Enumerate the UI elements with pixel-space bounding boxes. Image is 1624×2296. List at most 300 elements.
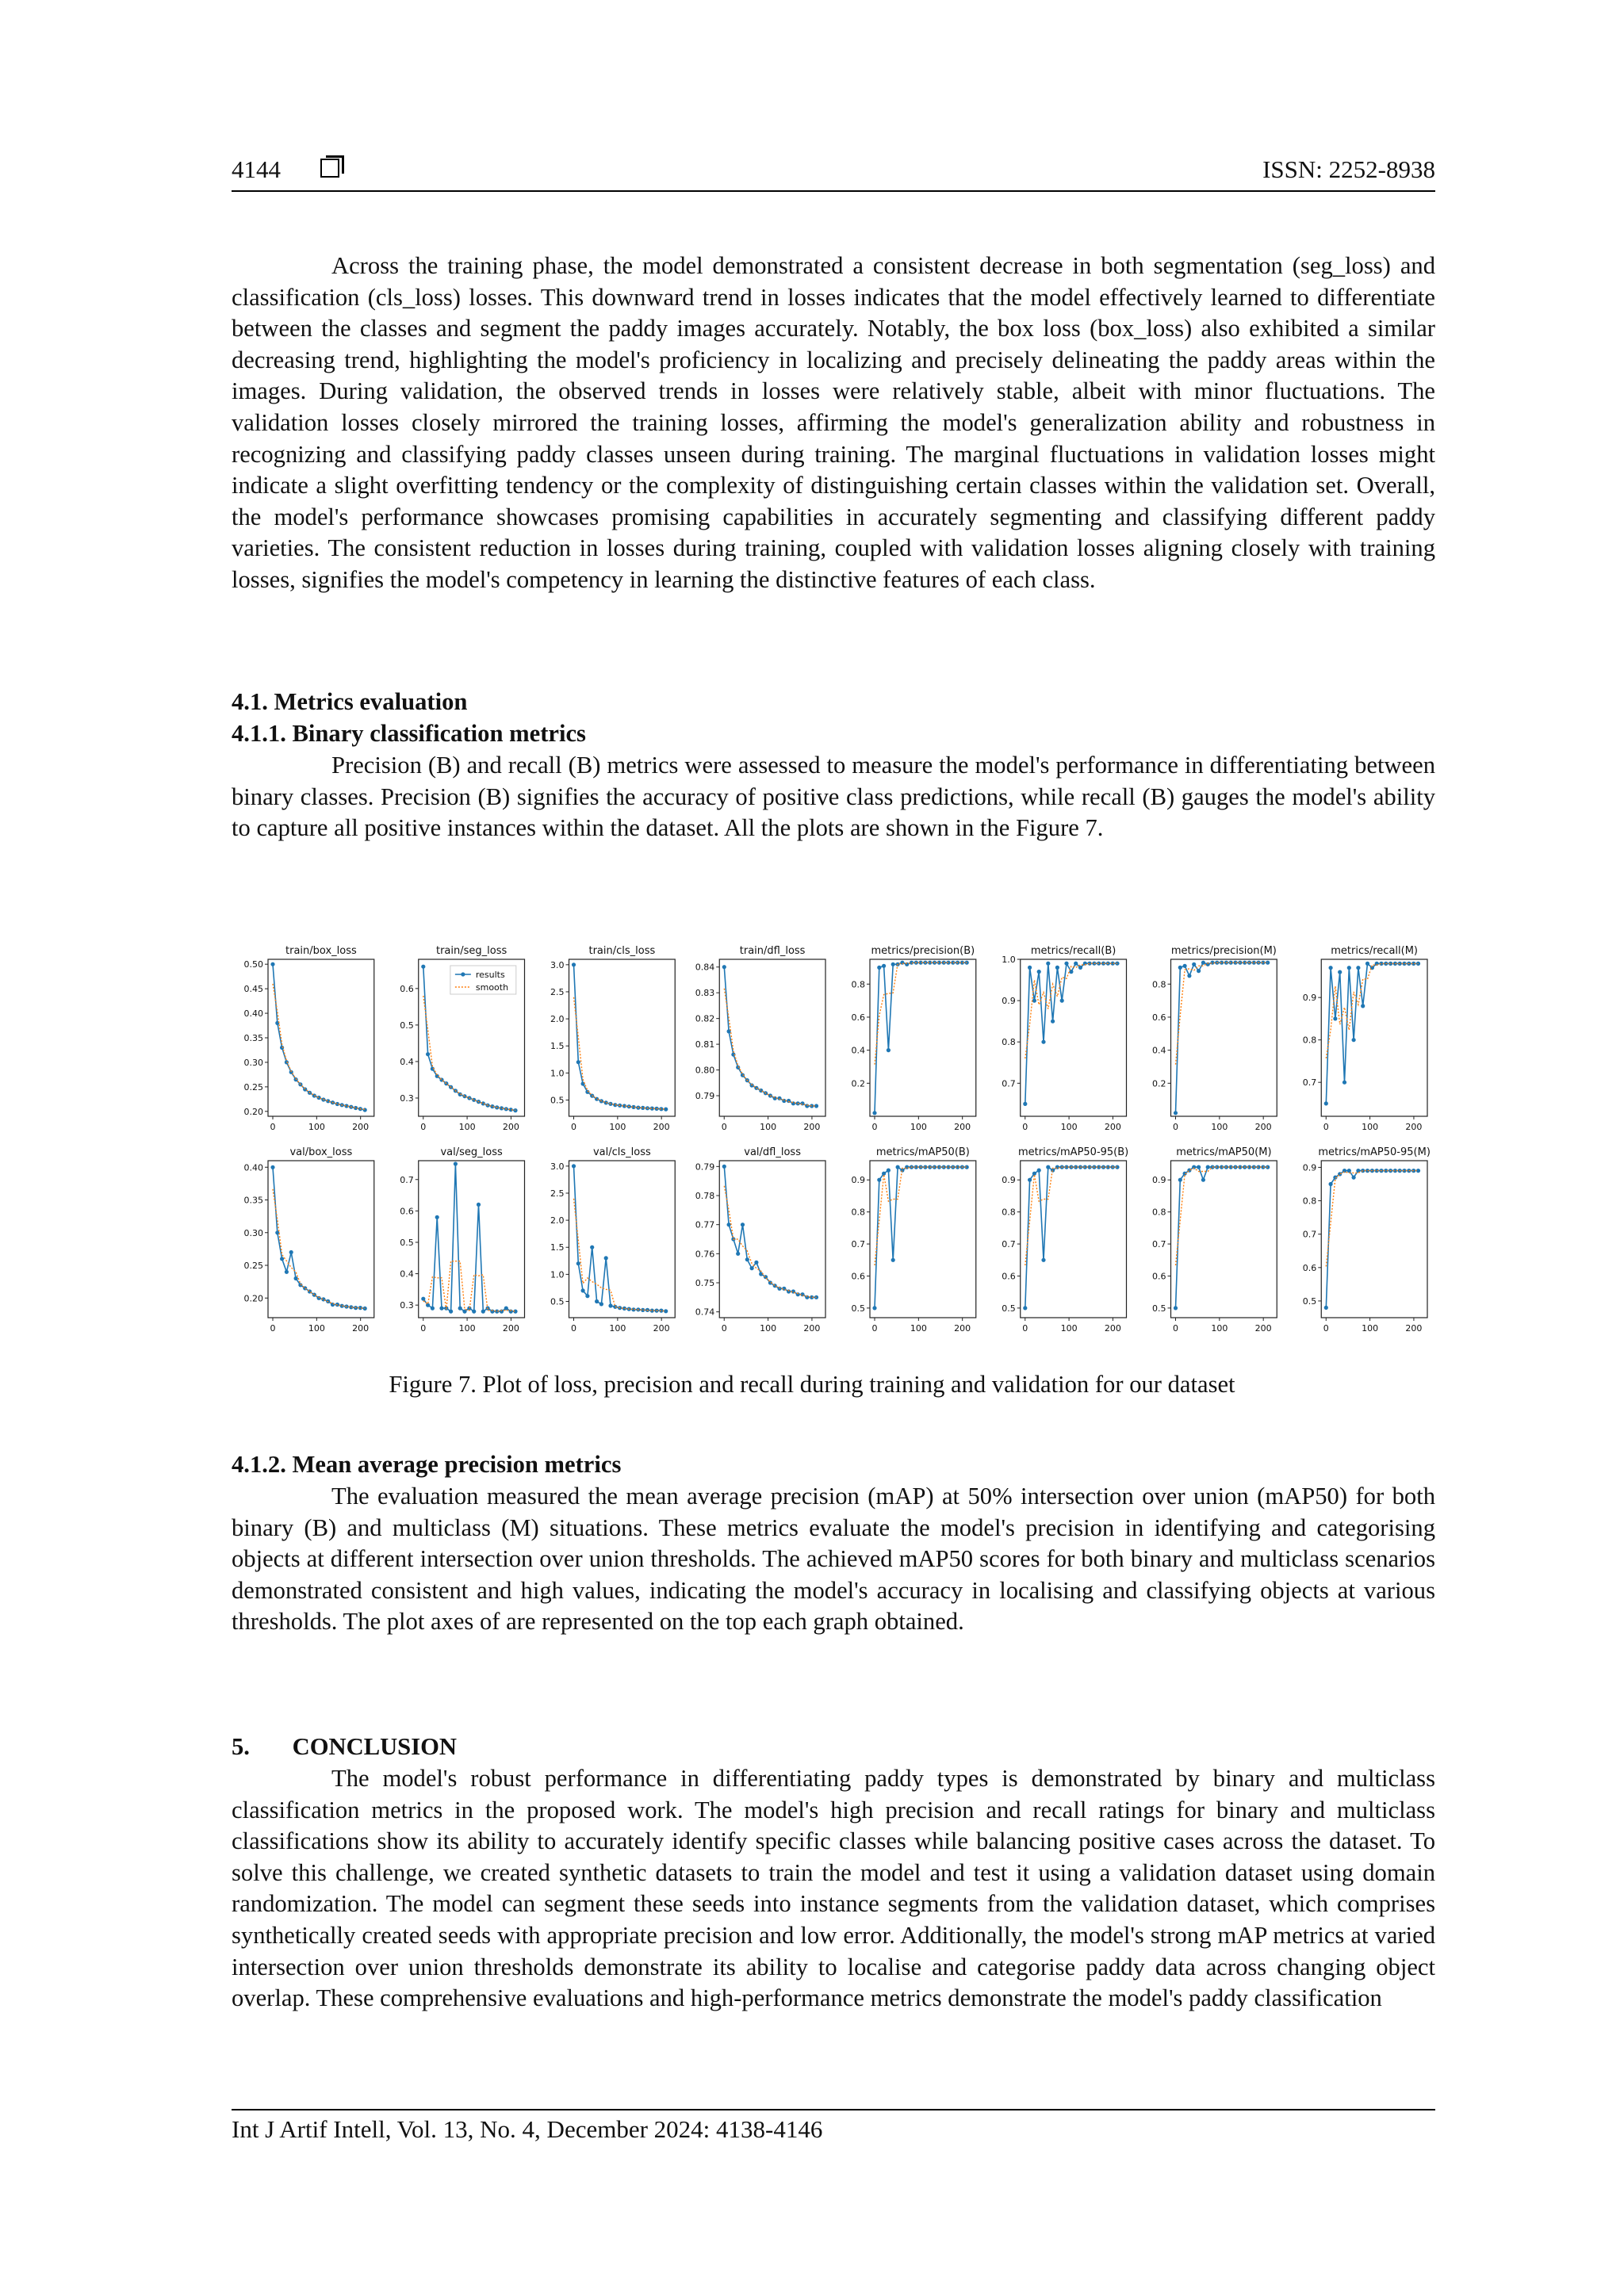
page-header [232,152,1435,192]
data-point [1041,1258,1045,1262]
data-point [1037,970,1041,974]
x-tick-label: 200 [803,1323,821,1334]
subplot-title: train/box_loss [285,945,357,957]
x-tick-label: 200 [502,1323,519,1334]
x-tick-label: 0 [1323,1323,1329,1334]
conclusion-heading [232,1732,457,1763]
y-tick-label: 0.8 [1002,1207,1016,1218]
data-point [421,965,425,969]
section-4-1-2-heading: 4.1.2. Mean average precision metrics [232,1451,622,1478]
data-point [1174,1306,1178,1310]
data-point [1329,1182,1333,1186]
data-point [887,1169,891,1173]
subplot-1 [400,945,524,1132]
subplot-title: metrics/precision(M) [1170,945,1277,957]
y-tick-label: 0.40 [243,1162,263,1173]
x-tick-label: 200 [1254,1323,1272,1334]
data-point [1333,1016,1337,1020]
x-tick-label: 100 [609,1323,626,1334]
data-point [317,1296,321,1300]
data-point [882,1172,886,1176]
y-tick-label: 1.0 [550,1068,565,1079]
data-point [572,1164,576,1168]
data-point [745,1257,749,1261]
x-tick-label: 100 [308,1323,325,1334]
data-point [1032,999,1036,1003]
y-tick-label: 0.4 [1152,1045,1166,1056]
x-tick-label: 200 [1254,1122,1272,1132]
data-point [289,1250,293,1254]
data-point [1197,969,1201,973]
data-point [1178,1178,1182,1182]
y-tick-label: 0.45 [243,984,263,995]
data-point [1055,966,1059,970]
x-tick-label: 100 [910,1122,927,1132]
data-point [1046,1165,1050,1169]
data-point [1352,1038,1356,1042]
subplot-frame [268,1161,374,1318]
data-point [1028,966,1032,970]
subplot-frame [1171,1161,1277,1318]
data-point [1023,1102,1027,1106]
data-point [1197,1165,1201,1169]
x-tick-label: 100 [458,1122,476,1132]
y-tick-label: 1.5 [550,1041,565,1052]
x-tick-label: 100 [458,1323,476,1334]
data-point [585,1090,589,1094]
data-point [1365,962,1369,966]
conclusion-title: CONCLUSION [292,1733,457,1760]
y-tick-label: 0.6 [1152,1271,1166,1282]
data-point [1324,1101,1328,1105]
y-tick-label: 0.25 [243,1081,263,1093]
data-point [1028,1178,1032,1182]
x-tick-label: 0 [1173,1323,1178,1334]
data-point [727,1223,731,1226]
y-tick-label: 0.9 [1302,993,1317,1004]
y-tick-label: 0.20 [243,1106,263,1117]
x-tick-label: 0 [871,1122,878,1132]
data-point [285,1060,289,1064]
legend-label: results [475,970,505,980]
data-point [872,1111,876,1115]
data-point [477,1203,481,1207]
data-point [298,1283,302,1287]
subplot-frame [569,1161,676,1318]
x-tick-label: 0 [420,1122,427,1132]
x-tick-label: 200 [954,1122,971,1132]
data-point [1041,1040,1045,1044]
data-point [1046,962,1050,966]
y-tick-label: 0.6 [400,983,414,994]
section-4-1-1-heading: 4.1.1. Binary classification metrics [232,720,586,747]
subplot-frame [268,959,374,1116]
x-tick-label: 0 [420,1323,427,1334]
y-tick-label: 3.0 [550,959,565,970]
subplot-13 [1002,1146,1128,1334]
x-tick-label: 0 [1323,1122,1329,1132]
subplot-title: metrics/mAP50(M) [1176,1146,1272,1158]
y-tick-label: 0.75 [695,1278,715,1288]
y-tick-label: 0.2 [1152,1078,1166,1089]
section-4-1-heading: 4.1. Metrics evaluation [232,688,468,715]
x-tick-label: 200 [954,1323,971,1334]
data-point [882,964,886,968]
y-tick-label: 0.5 [550,1095,565,1106]
data-point [887,1048,891,1052]
x-tick-label: 100 [910,1323,927,1334]
subplot-title: metrics/mAP50-95(B) [1018,1146,1129,1158]
data-point [1051,1020,1055,1024]
y-tick-label: 0.8 [851,1207,865,1218]
data-point [891,962,895,966]
y-tick-label: 0.7 [1002,1239,1016,1250]
data-point [270,1165,274,1169]
x-tick-label: 200 [1104,1122,1121,1132]
y-tick-label: 0.8 [1152,1207,1166,1218]
data-point [576,1261,580,1265]
subplot-7 [1303,945,1427,1132]
data-point [599,1302,603,1306]
data-point [1023,1306,1027,1310]
data-point [458,1307,462,1311]
x-tick-label: 200 [653,1323,670,1334]
y-tick-label: 0.7 [1302,1077,1317,1089]
x-tick-label: 100 [760,1122,777,1132]
data-point [965,961,969,965]
y-tick-label: 0.5 [1152,1303,1166,1314]
data-point [1037,1169,1041,1173]
y-tick-label: 0.30 [243,1057,263,1068]
binary-metrics-paragraph: Precision (B) and recall (B) metrics were assessed to measure the model's performance in differentiating between binary classes. Precision (B) signifies the accuracy of positive class predictions, while recall (B) gauges the model's ability to capture all positive instances within the dataset. All the plots are shown in the Figure 7. [232,752,1435,842]
data-point [426,1052,430,1056]
data-point [504,1307,508,1311]
data-point [608,1303,612,1307]
subplot-title: train/cls_loss [588,945,656,957]
y-tick-label: 0.5 [851,1303,865,1314]
y-tick-label: 0.6 [851,1271,865,1282]
x-tick-label: 200 [653,1122,670,1132]
data-point [736,1252,740,1256]
y-tick-label: 0.25 [243,1261,263,1271]
legend-label: smooth [475,982,509,993]
y-tick-label: 0.79 [695,1091,715,1102]
data-point [595,1299,599,1303]
data-point [572,962,576,966]
subplot-title: train/seg_loss [435,945,508,957]
data-point [513,1108,517,1112]
data-point [1416,1169,1420,1173]
y-tick-label: 0.7 [1302,1229,1317,1240]
y-tick-label: 0.8 [1302,1035,1317,1046]
subplot-title: val/cls_loss [592,1146,651,1158]
data-point [363,1307,367,1311]
data-point [1187,974,1191,978]
subplot-3 [695,945,825,1132]
y-tick-label: 0.81 [695,1039,715,1050]
x-tick-label: 0 [571,1122,576,1132]
legend-results-marker [461,972,465,976]
y-tick-label: 1.0 [1002,955,1016,965]
data-point [1329,966,1333,970]
y-tick-label: 0.5 [400,1237,414,1248]
x-tick-label: 200 [352,1323,370,1334]
data-point [431,1307,435,1311]
data-point [741,1223,745,1226]
x-tick-label: 0 [270,1323,276,1334]
data-point [891,1258,895,1262]
subplot-frame [1171,959,1277,1116]
subplot-frame [1321,959,1427,1116]
x-tick-label: 200 [502,1122,519,1132]
y-tick-label: 0.4 [851,1045,865,1056]
x-tick-label: 100 [1211,1122,1228,1132]
x-tick-label: 0 [270,1122,276,1132]
data-point [581,1288,585,1292]
y-tick-label: 0.6 [1002,1271,1016,1282]
data-point [872,1306,876,1310]
figure-7-plots [232,942,1435,1338]
x-tick-label: 0 [1022,1122,1028,1132]
data-point [1338,970,1342,974]
subplot-11 [695,1146,825,1334]
issn: ISSN: 2252-8938 [1262,155,1435,183]
subplot-title: metrics/recall(M) [1331,945,1419,957]
data-point [754,1261,758,1265]
data-point [449,1310,453,1314]
data-point [1201,961,1205,965]
data-point [421,1297,425,1301]
y-tick-label: 0.4 [400,1269,414,1280]
subplot-frame [1321,1161,1427,1318]
y-tick-label: 0.9 [851,1175,865,1186]
journal-box-icon [320,159,339,178]
subplot-6 [1152,945,1277,1132]
data-point [1347,1169,1351,1173]
y-tick-label: 0.78 [695,1191,715,1201]
y-tick-label: 0.76 [695,1249,715,1260]
x-tick-label: 0 [1022,1323,1028,1334]
data-point [363,1108,367,1112]
subplot-8 [244,1146,374,1334]
data-point [462,1094,466,1098]
figure-7 [232,942,1435,1338]
y-tick-label: 0.40 [243,1008,263,1020]
y-tick-label: 2.0 [550,1215,565,1226]
x-tick-label: 100 [1362,1323,1379,1334]
y-tick-label: 0.50 [243,959,263,970]
subplot-title: metrics/precision(B) [871,945,975,957]
data-point [1342,1081,1346,1085]
page-number: 4144 [232,155,281,183]
y-tick-label: 2.0 [550,1014,565,1025]
y-tick-label: 0.4 [400,1056,414,1067]
y-tick-label: 0.30 [243,1227,263,1238]
subplot-0 [244,945,374,1132]
y-tick-label: 0.84 [695,962,715,973]
data-point [1192,962,1196,966]
subplot-2 [550,945,675,1132]
y-tick-label: 0.9 [1152,1175,1166,1186]
x-tick-label: 0 [871,1323,878,1334]
subplot-frame [870,959,976,1116]
x-tick-label: 100 [1060,1122,1078,1132]
y-tick-label: 3.0 [550,1161,565,1172]
y-tick-label: 1.5 [550,1242,565,1253]
subplot-title: train/dfl_loss [739,945,806,957]
subplot-14 [1152,1146,1277,1334]
y-tick-label: 0.6 [1152,1012,1166,1023]
data-point [877,966,881,970]
data-point [1356,966,1360,970]
x-tick-label: 100 [1362,1122,1379,1132]
y-tick-label: 0.8 [1302,1196,1317,1207]
y-tick-label: 0.3 [400,1093,414,1104]
data-point [1206,1165,1210,1169]
x-tick-label: 100 [609,1122,626,1132]
data-point [1032,1172,1036,1176]
data-point [1352,1176,1356,1180]
y-tick-label: 0.82 [695,1013,715,1024]
data-point [1201,1178,1205,1182]
subplot-title: val/box_loss [289,1146,353,1158]
data-point [722,965,726,969]
data-point [777,1096,781,1100]
y-tick-label: 0.7 [1002,1078,1016,1089]
y-tick-label: 0.77 [695,1219,715,1230]
y-tick-label: 0.6 [1302,1262,1317,1273]
y-tick-label: 0.6 [851,1012,865,1023]
data-point [805,1104,809,1108]
y-tick-label: 0.79 [695,1161,715,1173]
data-point [722,1165,726,1169]
x-tick-label: 200 [1405,1122,1423,1132]
data-point [1178,966,1182,970]
footer-rule [232,2109,1435,2110]
data-point [435,1215,439,1219]
x-tick-label: 0 [1173,1122,1178,1132]
subplot-title: metrics/mAP50(B) [875,1146,970,1158]
y-tick-label: 0.5 [1002,1303,1016,1314]
subplot-title: metrics/recall(B) [1030,945,1116,957]
subplot-frame [1021,959,1127,1116]
y-tick-label: 0.74 [695,1307,715,1318]
data-point [285,1270,289,1274]
data-point [585,1294,589,1298]
subplot-title: val/seg_loss [440,1146,503,1158]
data-point [576,1060,580,1064]
x-tick-label: 100 [308,1122,325,1132]
data-point [750,1266,754,1270]
data-point [896,1165,900,1169]
data-point [1347,966,1351,970]
data-point [481,1310,485,1314]
x-tick-label: 100 [760,1323,777,1334]
data-point [1064,962,1068,966]
x-tick-label: 100 [1060,1323,1078,1334]
x-tick-label: 200 [352,1122,370,1132]
data-point [472,1310,476,1314]
y-tick-label: 0.6 [400,1206,414,1217]
y-tick-label: 0.35 [243,1033,263,1043]
y-tick-label: 0.9 [1002,1175,1016,1186]
y-tick-label: 0.5 [400,1020,414,1031]
map-metrics-paragraph: The evaluation measured the mean average precision (mAP) at 50% intersection over union (mAP50) for both binary (B) and multiclass (M) situations. These metrics evaluate the model's precision in identifying and categorising objects at different intersection over union thresholds. The achieved mAP50 scores for both binary and multiclass scenarios demonstrated consistent and high values, indicating the model's accuracy in localising and classifying objects at various thresholds. The plot axes of are represented on the top each graph obtained. [232,1483,1435,1636]
data-point [439,1307,443,1311]
data-point [1361,1004,1365,1008]
x-tick-label: 200 [1104,1323,1121,1334]
x-tick-label: 100 [1211,1323,1228,1334]
subplot-frame [870,1161,976,1318]
y-tick-label: 0.3 [400,1300,414,1311]
y-tick-label: 0.5 [550,1296,565,1307]
conclusion-paragraph: The model's robust performance in differentiating paddy types is demonstrated by binary and multiclass classification metrics in the proposed work. The model's high precision and recall ratings for binary and multiclass classifications show its ability to accurately identify specific classes while balancing positive cases across the dataset. To solve this challenge, we created synthetic datasets to train the model and test it using a validation dataset using domain randomization. The model can segment these seeds into instance segments from the validation dataset, which comprises synthetically created seeds with appropriate precision and low error. Additionally, the model's strong mAP metrics at varied intersection over union thresholds demonstrate its ability to localise and categorise paddy data across changing object overlap. These comprehensive evaluations and high-performance metrics demonstrate the model's paddy classification [232,1765,1435,2012]
y-tick-label: 0.9 [1302,1162,1317,1173]
data-point [664,1309,668,1313]
y-tick-label: 0.8 [1002,1037,1016,1048]
intro-paragraph: Across the training phase, the model demonstrated a consistent decrease in both segmentation (seg_loss) and classification (cls_loss) losses. This downward trend in losses indicates that the model effectively learned to differentiate between the classes and segment the paddy images accurately. Notably, the box loss (box_loss) also exhibited a similar decreasing trend, highlighting the model's proficiency in localizing and precisely delineating the paddy areas within the images. During validation, the observed trends in losses were relatively stable, albeit with minor fluctuations. The validation losses closely mirrored the training losses, affirming the model's generalization ability and robustness in recognizing and classifying paddy classes unseen during training. The marginal fluctuations in validation losses might indicate a slight overfitting tendency or the complexity of distinguishing certain classes within the validation set. Overall, the model's performance showcases promising capabilities in accurately segmenting and classifying different paddy varieties. The consistent reduction in losses during training, coupled with validation losses aligning closely with training losses, signifies the model's competency in learning the distinctive features of each class. [232,252,1435,593]
conclusion-number: 5. [232,1733,250,1760]
y-tick-label: 1.0 [550,1269,565,1280]
data-point [1361,1169,1365,1173]
subplot-frame [1021,1161,1127,1318]
data-point [664,1108,668,1112]
y-tick-label: 0.7 [1152,1239,1166,1250]
subplot-5 [1002,945,1126,1132]
data-point [877,1178,881,1182]
data-point [294,1276,298,1280]
data-point [1324,1306,1328,1310]
x-tick-label: 0 [721,1323,727,1334]
data-point [604,1256,608,1260]
subplot-9 [400,1146,524,1334]
y-tick-label: 0.9 [1002,996,1016,1007]
y-tick-label: 0.35 [243,1195,263,1206]
subplot-12 [852,1146,976,1334]
subplot-frame [569,959,676,1116]
x-tick-label: 200 [803,1122,821,1132]
data-point [270,962,274,966]
y-tick-label: 0.2 [851,1078,865,1089]
y-tick-label: 2.5 [550,986,565,997]
data-point [280,1257,284,1261]
x-tick-label: 0 [571,1323,576,1334]
y-tick-label: 0.20 [243,1293,263,1304]
data-point [1060,999,1064,1003]
subplot-4 [852,945,976,1132]
data-point [590,1246,594,1249]
y-tick-label: 0.8 [1152,979,1166,990]
data-point [1183,964,1187,968]
footer-citation: Int J Artif Intell, Vol. 13, No. 4, December 2024: 4138-4146 [232,2115,823,2143]
y-tick-label: 0.80 [695,1065,715,1076]
y-tick-label: 0.83 [695,988,715,999]
data-point [454,1161,458,1165]
y-tick-label: 0.7 [851,1239,865,1250]
subplot-frame [719,959,825,1116]
y-tick-label: 0.5 [1302,1295,1317,1307]
subplot-10 [550,1146,675,1334]
y-tick-label: 2.5 [550,1188,565,1199]
subplot-title: val/dfl_loss [744,1146,801,1158]
subplot-title: metrics/mAP50-95(M) [1318,1146,1431,1158]
data-point [787,1099,791,1103]
data-point [1174,1111,1178,1115]
x-tick-label: 200 [1405,1323,1423,1334]
data-point [1074,962,1078,966]
subplot-15 [1303,1146,1431,1334]
x-tick-label: 0 [721,1122,727,1132]
